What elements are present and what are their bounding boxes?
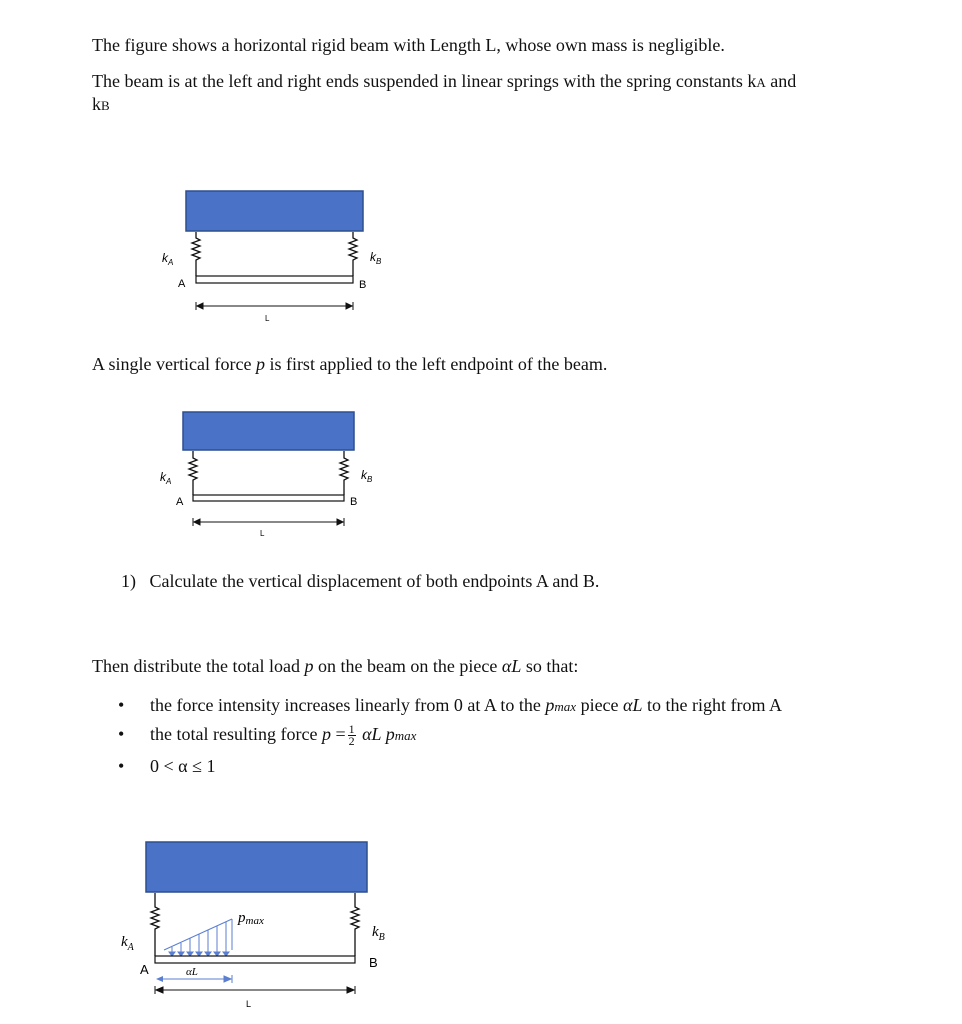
- bullet-1-text-c: to the right from A: [642, 695, 782, 715]
- bullet-1: [118, 694, 782, 718]
- dim-arrow-right: [347, 986, 355, 994]
- force-text-after: is first applied to the left endpoint of the beam.: [264, 354, 608, 374]
- bullet-1-pmax: pmax: [545, 695, 577, 715]
- bullet-1-text-a: the force intensity increases linearly from 0 at A to the: [150, 695, 546, 715]
- label-length: L: [246, 999, 252, 1009]
- intro-k: k: [92, 94, 101, 114]
- bullet-2: [118, 723, 416, 747]
- bullet-dot: •: [118, 724, 125, 744]
- dim-arrow-left: [155, 986, 163, 994]
- spring-b: [349, 232, 357, 276]
- dim-arrow-left: [196, 302, 203, 310]
- question-1: [121, 570, 599, 592]
- fraction-one-half: $\frac{1}{2}$: [348, 722, 355, 749]
- label-kb: $k_B$: [361, 468, 373, 484]
- force-var-p: p: [255, 354, 265, 374]
- distribute-sentence: [92, 655, 578, 677]
- force-sentence: [92, 353, 607, 375]
- figure-3: [0, 830, 962, 1020]
- figure-2: [0, 400, 962, 550]
- label-point-b: B: [350, 496, 358, 508]
- dim-arrow-right: [337, 518, 344, 526]
- label-point-a: A: [140, 962, 149, 977]
- label-kb: $k_B$: [372, 924, 385, 943]
- beam-block: [186, 191, 363, 231]
- intro-line-2-text: The beam is at the left and right ends suspended in linear springs with the spring constants k: [92, 71, 757, 91]
- label-point-a: A: [178, 278, 186, 290]
- bullet-3-text: 0 < α ≤ 1: [150, 756, 216, 776]
- bullet-1-text-b: piece: [576, 695, 624, 715]
- bullet-2-eq: =: [330, 724, 346, 744]
- intro-line-2: [92, 70, 796, 94]
- spring-a: [192, 232, 200, 276]
- alpha-l-arrow-right: [224, 975, 232, 983]
- force-text-before: A single vertical force: [92, 354, 256, 374]
- question-1-number: 1): [121, 571, 136, 591]
- distribute-var-al: αL: [501, 656, 522, 676]
- load-slope-line: [164, 919, 232, 950]
- dim-arrow-right: [346, 302, 353, 310]
- spring-b: [351, 893, 359, 956]
- label-point-b: B: [369, 955, 378, 970]
- bullet-2-p: p: [321, 724, 331, 744]
- spring-a: [151, 893, 159, 956]
- figure-1: [0, 180, 962, 330]
- label-ka: $k_A$: [162, 251, 174, 267]
- beam-block: [146, 842, 367, 892]
- distribute-var-p: p: [304, 656, 314, 676]
- label-kb: $k_B$: [370, 250, 382, 266]
- label-length: L: [260, 529, 265, 538]
- bullet-1-al: αL: [623, 695, 643, 715]
- bullet-2-pmax: pmax: [385, 724, 417, 744]
- rigid-beam: [196, 276, 353, 283]
- label-point-a: A: [176, 496, 184, 508]
- bullet-2-al: αL: [357, 724, 386, 744]
- beam-block: [183, 412, 354, 450]
- label-point-b: B: [359, 279, 367, 291]
- rigid-beam: [155, 956, 355, 963]
- bullet-3: [118, 755, 215, 777]
- intro-sub-b: B: [101, 98, 110, 113]
- distribute-middle: on the beam on the piece: [313, 656, 502, 676]
- intro-sub-a: A: [756, 75, 766, 90]
- spring-a: [189, 451, 197, 495]
- label-pmax: pmax: [238, 910, 264, 927]
- label-ka: $k_A$: [160, 470, 172, 486]
- distribute-before: Then distribute the total load: [92, 656, 305, 676]
- intro-line-1: The figure shows a horizontal rigid beam with Length L, whose own mass is negligible.: [92, 35, 725, 55]
- bullet-2-text-a: the total resulting force: [150, 724, 322, 744]
- dim-arrow-left: [193, 518, 200, 526]
- bullet-dot: •: [118, 756, 125, 776]
- rigid-beam: [193, 495, 344, 501]
- label-length: L: [265, 314, 270, 323]
- question-1-text: Calculate the vertical displacement of both endpoints A and B.: [149, 571, 600, 591]
- alpha-l-arrow-left: [156, 976, 163, 982]
- label-ka: $k_A$: [121, 934, 134, 953]
- bullet-dot: •: [118, 695, 125, 715]
- distribute-after: so that:: [521, 656, 579, 676]
- intro-line-3: [92, 93, 110, 117]
- spring-b: [340, 451, 348, 495]
- load-arrows: [169, 922, 229, 956]
- label-alpha-l: αL: [186, 966, 198, 978]
- intro-and: and: [765, 71, 797, 91]
